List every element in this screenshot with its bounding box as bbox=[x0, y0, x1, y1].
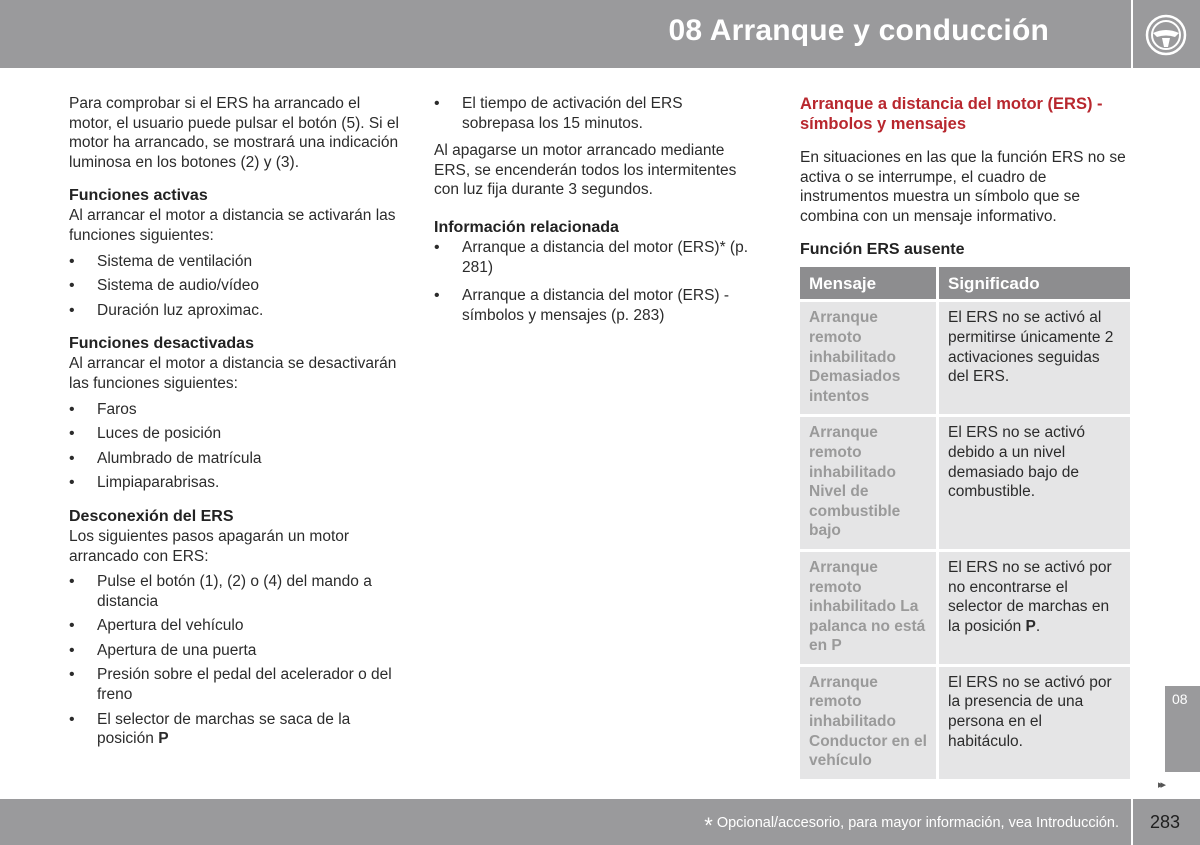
footer-note bbox=[704, 813, 1119, 839]
column-header-meaning: Significado bbox=[939, 267, 1130, 299]
list-item: • Alumbrado de matrícula bbox=[69, 449, 401, 469]
message-cell: Arranque remoto inhabilitado Nivel de combustible bajo bbox=[800, 417, 936, 549]
meaning-end: . bbox=[1035, 617, 1041, 635]
active-functions-heading: Funciones activas bbox=[69, 187, 208, 205]
steering-wheel-icon bbox=[1145, 14, 1187, 56]
table-header-row bbox=[800, 267, 1130, 299]
related-info-heading: Información relacionada bbox=[434, 218, 619, 236]
related-link[interactable]: • Arranque a distancia del motor (ERS)* (p. 281) bbox=[434, 238, 756, 277]
continue-arrows-icon: ▸▸ bbox=[1158, 779, 1164, 791]
hazard-lights-paragraph: Al apagarse un motor arrancado mediante ERS, se encenderán todos los intermitentes con luz fija durante 3 segundos. bbox=[434, 142, 737, 199]
table-row bbox=[800, 667, 1130, 779]
list-item: • Luces de posición bbox=[69, 424, 401, 444]
list-item: • Limpiaparabrisas. bbox=[69, 473, 401, 493]
list-item: • Apertura de una puerta bbox=[69, 641, 401, 661]
meaning-cell: El ERS no se activó por la presencia de una persona en el habitáculo. bbox=[939, 667, 1130, 779]
section-ers-disconnect bbox=[69, 507, 401, 749]
footer-note-text: Opcional/accesorio, para mayor información, vea Introducción. bbox=[716, 815, 1119, 831]
column-header-message: Mensaje bbox=[800, 267, 936, 299]
table-row bbox=[800, 552, 1130, 664]
inactive-functions-heading: Funciones desactivadas bbox=[69, 335, 254, 353]
chapter-title: 08 Arranque y conducción bbox=[668, 14, 1049, 47]
list-item: • Pulse el botón (1), (2) o (4) del mando a distancia bbox=[69, 572, 401, 611]
section-related-info bbox=[434, 218, 756, 325]
active-functions-text: Al arrancar el motor a distancia se activarán las funciones siguientes: bbox=[69, 207, 396, 244]
continued-list bbox=[434, 94, 756, 133]
column-middle bbox=[434, 94, 756, 330]
message-cell: Arranque remoto inhabilitado Conductor en el vehículo bbox=[800, 667, 936, 779]
inactive-functions-list bbox=[69, 400, 401, 493]
table-row bbox=[800, 417, 1130, 549]
ers-disconnect-heading: Desconexión del ERS bbox=[69, 507, 234, 525]
ers-disconnect-list bbox=[69, 572, 401, 749]
meaning-text: El ERS no se activó por no encontrarse el selector de marchas en la posición bbox=[948, 558, 1112, 635]
chapter-side-tab[interactable] bbox=[1165, 686, 1200, 772]
column-left bbox=[69, 94, 401, 754]
chapter-tab-label: 08 bbox=[1172, 691, 1188, 707]
message-cell: Arranque remoto inhabilitado La palanca no está en P bbox=[800, 552, 936, 664]
list-item: • Apertura del vehículo bbox=[69, 616, 401, 636]
list-item: • Sistema de audio/vídeo bbox=[69, 276, 401, 296]
messages-intro-paragraph: En situaciones en las que la función ERS no se activa o se interrumpe, el cuadro de instrumentos muestra un símbolo que se combina con un mensaje informativo. bbox=[800, 149, 1126, 225]
meaning-cell: El ERS no se activó debido a un nivel demasiado bajo de combustible. bbox=[939, 417, 1130, 549]
gear-position-p: P bbox=[158, 730, 169, 748]
section-title: Arranque a distancia del motor (ERS) - símbolos y mensajes bbox=[800, 95, 1103, 133]
meaning-cell: El ERS no se activó al permitirse únicamente 2 activaciones seguidas del ERS. bbox=[939, 302, 1130, 414]
ers-messages-table bbox=[797, 264, 1133, 781]
section-active-functions bbox=[69, 186, 401, 320]
page-number-box bbox=[1133, 799, 1200, 845]
page-header bbox=[0, 0, 1131, 68]
list-item-text: El selector de marchas se saca de la posición bbox=[97, 710, 351, 748]
active-functions-list bbox=[69, 252, 401, 321]
related-info-list bbox=[434, 238, 756, 325]
message-cell: Arranque remoto inhabilitado Demasiados intentos bbox=[800, 302, 936, 414]
intro-paragraph: Para comprobar si el ERS ha arrancado el motor, el usuario puede pulsar el botón (5). Si el motor ha arrancado, se mostrará una indicación luminosa en los botones (2) y (3). bbox=[69, 95, 399, 171]
section-inactive-functions bbox=[69, 334, 401, 493]
meaning-cell bbox=[939, 552, 1130, 664]
list-item: • Sistema de ventilación bbox=[69, 252, 401, 272]
list-item bbox=[69, 710, 401, 749]
table-heading: Función ERS ausente bbox=[800, 241, 965, 259]
column-right bbox=[800, 94, 1132, 782]
related-link[interactable]: • Arranque a distancia del motor (ERS) - símbolos y mensajes (p. 283) bbox=[434, 286, 756, 325]
inactive-functions-text: Al arrancar el motor a distancia se desactivarán las funciones siguientes: bbox=[69, 355, 397, 392]
ers-disconnect-text: Los siguientes pasos apagarán un motor arrancado con ERS: bbox=[69, 527, 350, 565]
page-number: 283 bbox=[1150, 812, 1181, 832]
asterisk: * bbox=[704, 813, 713, 838]
list-item: • Faros bbox=[69, 400, 401, 420]
gear-position-p: P bbox=[1025, 617, 1036, 635]
list-item: • Presión sobre el pedal del acelerador o del freno bbox=[69, 665, 401, 704]
page-footer bbox=[0, 799, 1131, 845]
list-item: • El tiempo de activación del ERS sobrepasa los 15 minutos. bbox=[434, 94, 756, 133]
list-item: • Duración luz aproximac. bbox=[69, 301, 401, 321]
table-row bbox=[800, 302, 1130, 414]
chapter-icon-box bbox=[1133, 0, 1200, 68]
